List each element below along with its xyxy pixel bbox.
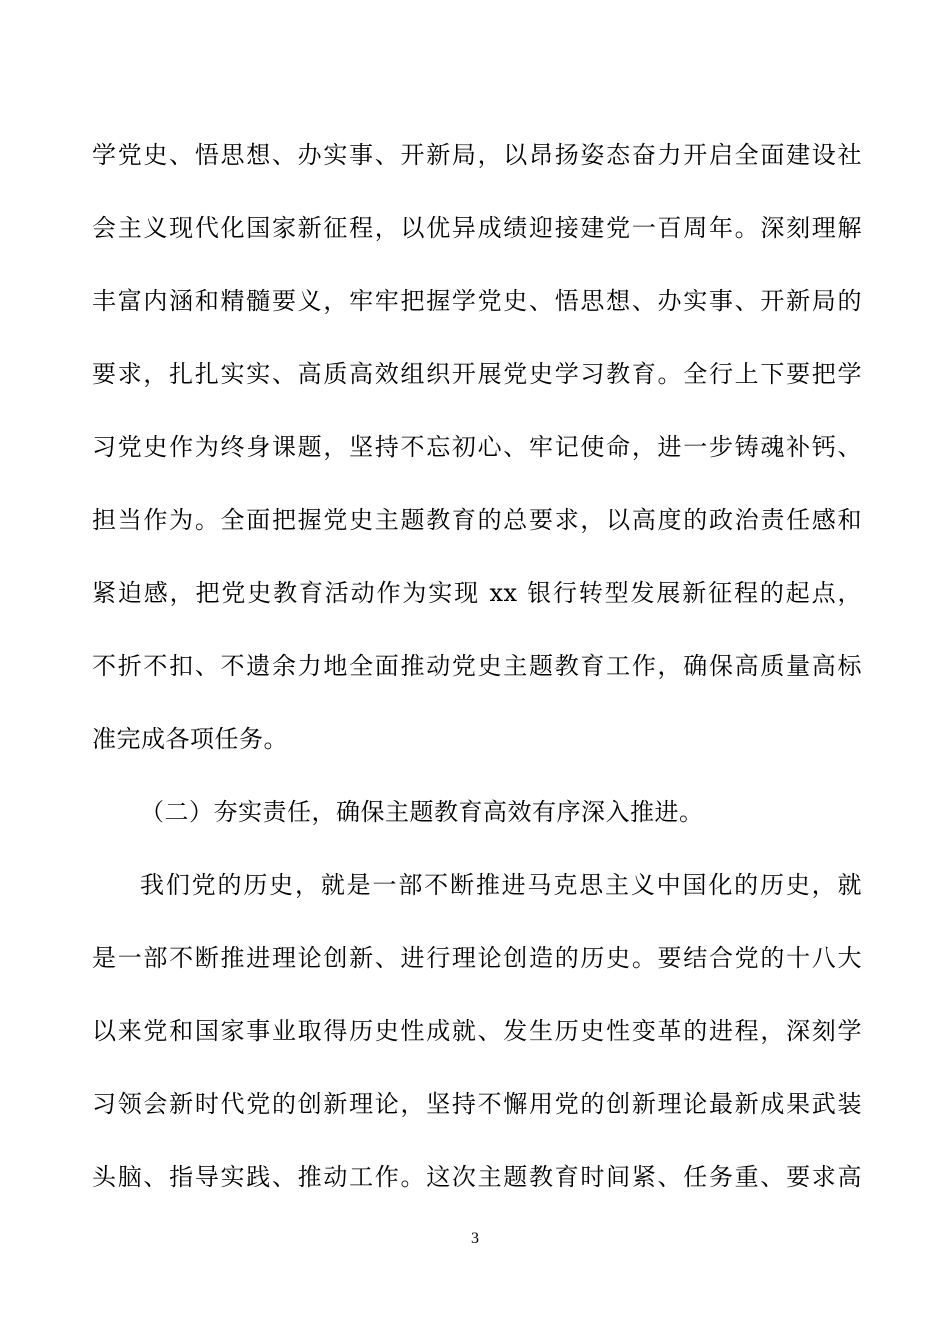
section-heading: （二）夯实责任，确保主题教育高效有序深入推进。 xyxy=(140,798,704,826)
paragraph-1-line-2: 会主义现代化国家新征程，以优异成绩迎接建党一百周年。深刻理解 xyxy=(92,214,862,242)
paragraph-1-line-1: 学党史、悟思想、办实事、开新局，以昂扬姿态奋力开启全面建设社 xyxy=(92,141,862,169)
paragraph-1-line-3: 丰富内涵和精髓要义，牢牢把握学党史、悟思想、办实事、开新局的 xyxy=(92,287,862,315)
paragraph-1-line-5: 习党史作为终身课题，坚持不忘初心、牢记使命，进一步铸魂补钙、 xyxy=(92,433,862,461)
paragraph-1-line-4: 要求，扎扎实实、高质高效组织开展党史学习教育。全行上下要把学 xyxy=(92,360,862,388)
paragraph-2-line-3: 以来党和国家事业取得历史性成就、发生历史性变革的进程，深刻学 xyxy=(92,1017,862,1045)
paragraph-1-line-9: 准完成各项任务。 xyxy=(92,725,288,753)
paragraph-2-line-2: 是一部不断推进理论创新、进行理论创造的历史。要结合党的十八大 xyxy=(92,944,862,972)
paragraph-1-line-7: 紧迫感，把党史教育活动作为实现 xx 银行转型发展新征程的起点， xyxy=(92,579,862,607)
paragraph-1-line-8: 不折不扣、不遗余力地全面推动党史主题教育工作，确保高质量高标 xyxy=(92,652,862,680)
page-number: 3 xyxy=(471,1230,479,1247)
body-text xyxy=(92,132,862,1227)
paragraph-2-line-4: 习领会新时代党的创新理论，坚持不懈用党的创新理论最新成果武装 xyxy=(92,1090,862,1118)
paragraph-2-line-1: 我们党的历史，就是一部不断推进马克思主义中国化的历史，就 xyxy=(140,871,862,899)
paragraph-1-line-6: 担当作为。全面把握党史主题教育的总要求，以高度的政治责任感和 xyxy=(92,506,862,534)
paragraph-2-line-5: 头脑、指导实践、推动工作。这次主题教育时间紧、任务重、要求高 xyxy=(92,1163,862,1191)
